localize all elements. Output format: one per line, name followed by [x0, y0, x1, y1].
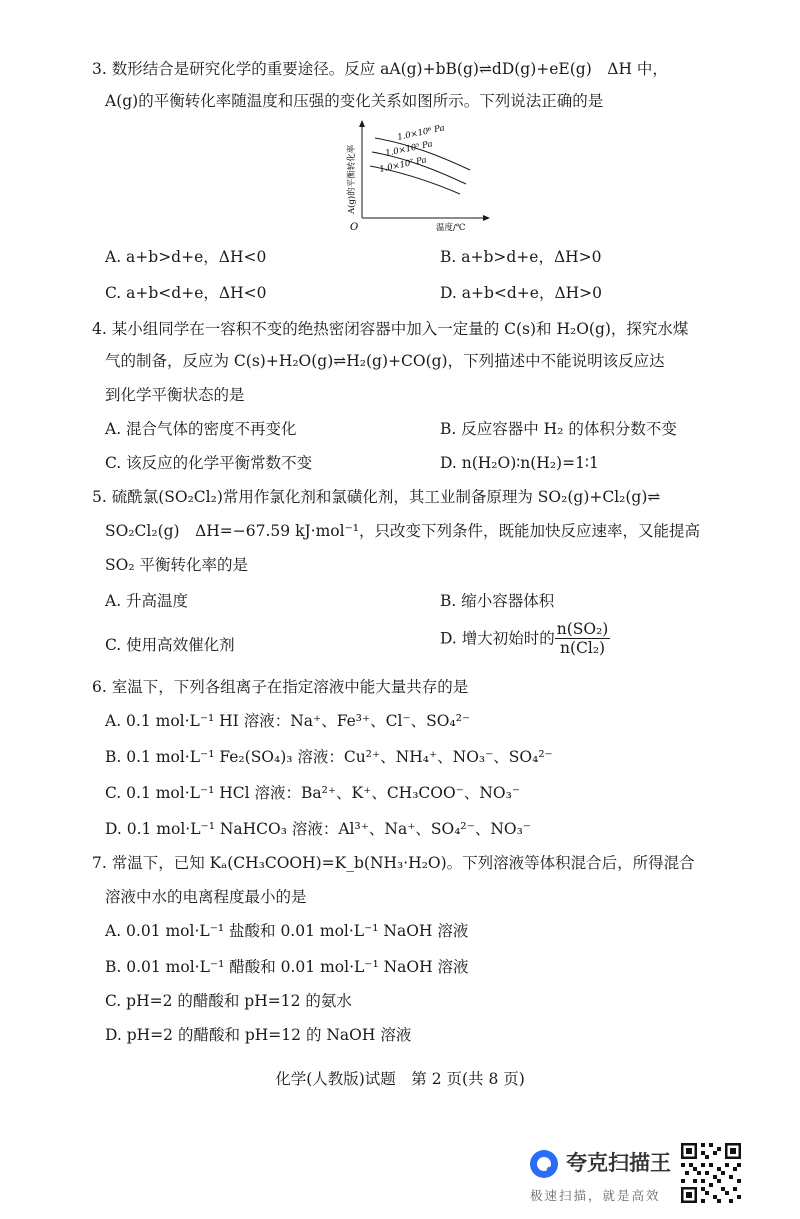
q5-fraction-denominator: n(Cl₂) [559, 639, 606, 657]
q7-stem-line2: 溶液中水的电离程度最小的是 [105, 888, 307, 906]
q4-stem-line2: 气的制备，反应为 C(s)+H₂O(g)⇌H₂(g)+CO(g)，下列描述中不能说明该反应达 [105, 352, 665, 370]
q3-stem-line2: A(g)的平衡转化率随温度和压强的变化关系如图所示。下列说法正确的是 [105, 92, 604, 110]
curve-label-1e6: 1.0×10⁶ Pa [396, 123, 446, 143]
q3-option-d[interactable]: D. a+b<d+e，ΔH>0 [440, 284, 603, 302]
q7-option-b[interactable]: B. 0.01 mol·L⁻¹ 醋酸和 0.01 mol·L⁻¹ NaOH 溶液 [105, 958, 469, 976]
q5-stem-line2: SO₂Cl₂(g) ΔH=−67.59 kJ·mol⁻¹，只改变下列条件，既能加快反应速率，又能提高 [105, 522, 700, 540]
q6-option-d[interactable]: D. 0.1 mol·L⁻¹ NaHCO₃ 溶液：Al³⁺、Na⁺、SO₄²⁻、NO₃⁻ [105, 820, 531, 838]
q5-option-b[interactable]: B. 缩小容器体积 [440, 592, 555, 610]
q6-option-c[interactable]: C. 0.1 mol·L⁻¹ HCl 溶液：Ba²⁺、K⁺、CH₃COO⁻、NO₃⁻ [105, 784, 521, 802]
q3-graph [340, 118, 500, 236]
q6-option-a[interactable]: A. 0.1 mol·L⁻¹ HI 溶液：Na⁺、Fe³⁺、Cl⁻、SO₄²⁻ [105, 712, 471, 730]
graph-ylabel: A(g)的平衡转化率 [347, 144, 357, 214]
scanner-logo-icon [528, 1148, 560, 1180]
curve-label-1e5: 1.0×10⁵ Pa [384, 139, 434, 159]
q7-option-a[interactable]: A. 0.01 mol·L⁻¹ 盐酸和 0.01 mol·L⁻¹ NaOH 溶液 [105, 922, 469, 940]
qr-code-icon [679, 1141, 743, 1205]
q7-option-c[interactable]: C. pH=2 的醋酸和 pH=12 的氨水 [105, 992, 352, 1010]
q5-option-c[interactable]: C. 使用高效催化剂 [105, 636, 235, 654]
q4-stem-line1: 4. 某小组同学在一容积不变的绝热密闭容器中加入一定量的 C(s)和 H₂O(g)，探究水煤 [92, 320, 689, 338]
q5-stem-line3: SO₂ 平衡转化率的是 [105, 556, 248, 574]
q6-stem-line1: 6. 室温下，下列各组离子在指定溶液中能大量共存的是 [92, 678, 469, 696]
q5-option-d[interactable] [440, 620, 610, 657]
curve-label-1e7: 1.0×10⁷ Pa [378, 155, 428, 175]
q3-option-a[interactable]: A. a+b>d+e，ΔH<0 [105, 248, 267, 266]
q5-fraction-numerator: n(SO₂) [556, 620, 609, 638]
q5-option-a[interactable]: A. 升高温度 [105, 592, 189, 610]
q5-option-d-prefix: D. 增大初始时的 [440, 629, 555, 648]
q3-stem-line1: 3. 数形结合是研究化学的重要途径。反应 aA(g)+bB(g)⇌dD(g)+eE(g) ΔH 中， [92, 60, 668, 78]
q5-stem-line1: 5. 硫酰氯(SO₂Cl₂)常用作氯化剂和氯磺化剂，其工业制备原理为 SO₂(g)+Cl₂(g)⇌ [92, 488, 661, 506]
q4-option-c[interactable]: C. 该反应的化学平衡常数不变 [105, 454, 313, 472]
q4-option-b[interactable]: B. 反应容器中 H₂ 的体积分数不变 [440, 420, 677, 438]
scanner-brand-name: 夸克扫描王 [566, 1151, 671, 1175]
q4-stem-line3: 到化学平衡状态的是 [105, 386, 245, 404]
q7-option-d[interactable]: D. pH=2 的醋酸和 pH=12 的 NaOH 溶液 [105, 1026, 412, 1044]
q7-stem-line1: 7. 常温下，已知 Kₐ(CH₃COOH)=K_b(NH₃·H₂O)。下列溶液等体积混合后，所得混合 [92, 854, 695, 872]
q5-option-d-fraction [555, 620, 611, 657]
q4-option-d[interactable]: D. n(H₂O)∶n(H₂)=1∶1 [440, 454, 599, 472]
scanner-slogan: 极速扫描，就是高效 [530, 1188, 661, 1203]
graph-xlabel: 温度/℃ [436, 223, 466, 233]
graph-origin: O [350, 222, 359, 233]
q6-option-b[interactable]: B. 0.1 mol·L⁻¹ Fe₂(SO₄)₃ 溶液：Cu²⁺、NH₄⁺、NO₃⁻、SO₄²⁻ [105, 748, 553, 766]
q3-option-b[interactable]: B. a+b>d+e，ΔH>0 [440, 248, 602, 266]
q4-option-a[interactable]: A. 混合气体的密度不再变化 [105, 420, 297, 438]
q3-option-c[interactable]: C. a+b<d+e，ΔH<0 [105, 284, 267, 302]
page-footer: 化学(人教版)试题 第 2 页(共 8 页) [275, 1070, 525, 1088]
